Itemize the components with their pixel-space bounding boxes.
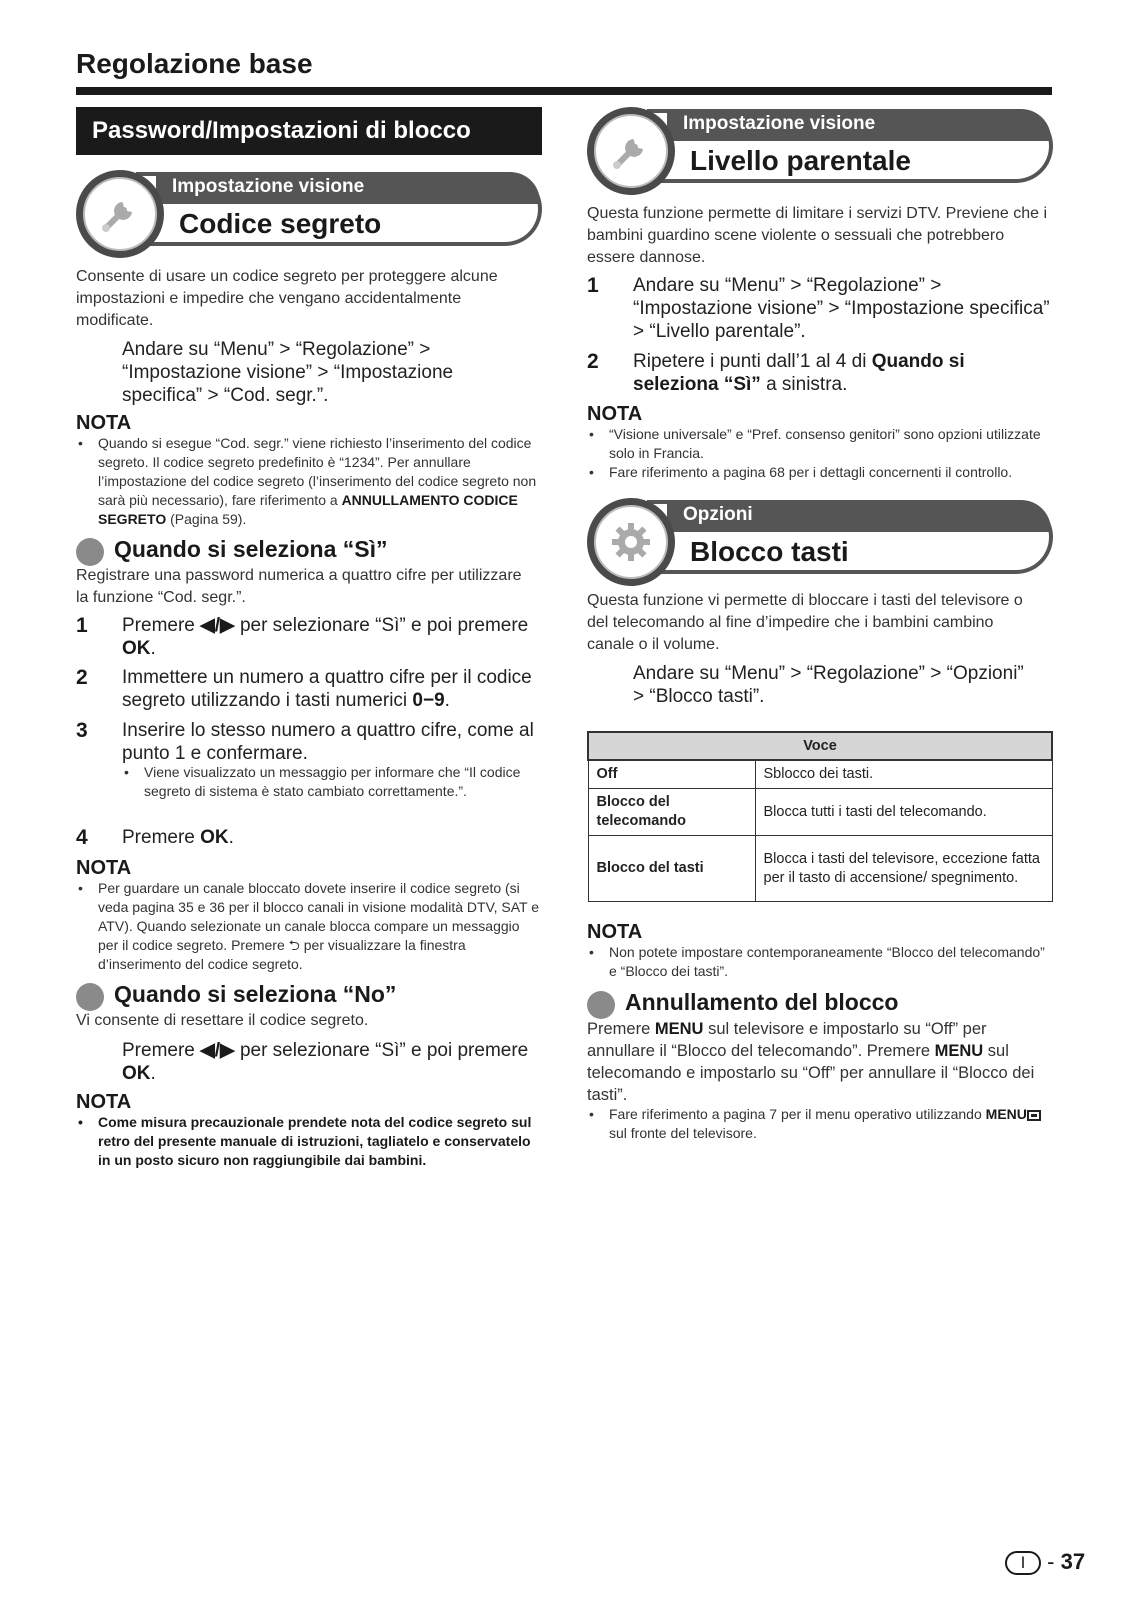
nota-item: • Non potete impostare contemporaneamente “Blocco del telecomando” e “Blocco dei tasti”. — [589, 944, 1045, 979]
banner-codice-segreto — [76, 170, 542, 258]
nota-label: NOTA — [76, 412, 132, 434]
intro-text: Questa funzione vi permette di bloccare i tasti del televisore o del telecomando al fine d’impedire che i bambini cambino canale o il volume. — [587, 592, 1023, 653]
nota-label: NOTA — [76, 1091, 132, 1113]
gear-icon — [605, 516, 657, 568]
banner-livello-parentale — [587, 107, 1053, 195]
nota-label: NOTA — [587, 403, 643, 425]
wrench-icon — [605, 125, 657, 177]
heading-bullet-icon — [76, 983, 104, 1011]
wrench-icon — [94, 188, 146, 240]
menu-path: Andare su “Menu” > “Regolazione” > “Opzioni” > “Blocco tasti”. — [633, 663, 1024, 707]
banner-icon-circle — [587, 498, 675, 586]
table-key: Off — [588, 760, 755, 789]
page-number: I - 37 — [1005, 1549, 1085, 1575]
nota-label: NOTA — [587, 921, 643, 943]
nota-item: • Per guardare un canale bloccato dovete inserire il codice segreto (si veda pagina 35 e 36 per il blocco canali in visione modalità DTV, SAT e ATV). Quando selezionate un canale blocca compare un messaggio per il codice segreto. Premere ⮌ per visualizzare la finestra d’inserimento del codice segreto. — [78, 880, 540, 972]
language-badge: I — [1005, 1551, 1041, 1575]
table-value: Blocca i tasti del televisore, eccezione fatta per il tasto di accensione/ spegnimento. — [755, 836, 1052, 902]
table-key: Blocco del telecomando — [588, 789, 755, 836]
nota-item: • Come misura precauzionale prendete nota del codice segreto sul retro del presente manuale di istruzioni, tagliatelo e conservatelo in un posto sicuro non raggiungibile dai bambini. — [78, 1114, 532, 1168]
step-2: 2 Ripetere i punti dall’1 al 4 di Quando si seleziona “Sì” a sinistra. — [587, 350, 965, 395]
intro-text: Questa funzione permette di limitare i servizi DTV. Previene che i bambini guardino scene violente o sessuali che potrebbero essere dannose. — [587, 205, 1048, 266]
no-instruction: Premere ◀/▶ per selezionare “Sì” e poi premere OK. — [122, 1040, 529, 1084]
banner-title: Codice segreto — [179, 208, 382, 239]
heading-bullet-icon — [587, 991, 615, 1019]
intro-text: Consente di usare un codice segreto per proteggere alcune impostazioni e impedire che vengano accidentalmente modificate. — [76, 268, 498, 329]
si-intro: Registrare una password numerica a quattro cifre per utilizzare la funzione “Cod. segr.”. — [76, 567, 522, 606]
step-1: 1 Andare su “Menu” > “Regolazione” > “Impostazione visione” > “Impostazione specifica” > “Livello parentale”. — [587, 274, 1050, 342]
no-intro: Vi consente di resettare il codice segreto. — [76, 1012, 369, 1029]
return-icon: ⮌ — [288, 937, 300, 953]
table-value: Blocca tutti i tasti del telecomando. — [755, 789, 1052, 836]
menu-path: Andare su “Menu” > “Regolazione” > “Impostazione visione” > “Impostazione specifica” > “Cod. segr.”. — [122, 339, 454, 406]
annul-note: • Fare riferimento a pagina 7 per il menu operativo utilizzando MENU sul fronte del televisore. — [587, 1105, 1053, 1143]
table-row — [588, 836, 1052, 902]
step-1: 1 Premere ◀/▶ per selezionare “Sì” e poi premere OK. — [76, 614, 529, 659]
menu-key-icon — [1027, 1110, 1041, 1121]
nota-item: • “Visione universale” e “Pref. consenso genitori” sono opzioni utilizzate solo in Francia. — [589, 426, 1041, 461]
table-row — [588, 760, 1052, 789]
nota-label: NOTA — [76, 857, 132, 879]
voce-table — [587, 731, 1053, 902]
table-header: Voce — [588, 732, 1052, 760]
heading-bullet-icon — [76, 538, 104, 566]
page-title: Regolazione base — [76, 48, 313, 79]
step-4: 4 Premere OK. — [76, 826, 234, 849]
step-3-note: • Viene visualizzato un messaggio per informare che “Il codice segreto di sistema è stato cambiato correttamente.”. — [124, 764, 521, 799]
annul-text: Premere MENU sul televisore e impostarlo su “Off” per annullare il “Blocco del telecomando”. Premere MENU sul telecomando e impostarlo su “Off” per annullare il “Blocco dei tasti”. — [587, 1020, 1035, 1104]
section-header: Password/Impostazioni di blocco — [76, 107, 542, 155]
table-key: Blocco del tasti — [588, 836, 755, 902]
banner-category: Impostazione visione — [156, 172, 540, 204]
banner-title: Blocco tasti — [690, 536, 849, 567]
banner-category: Opzioni — [667, 500, 1051, 532]
table-row — [588, 789, 1052, 836]
banner-category: Impostazione visione — [667, 109, 1051, 141]
step-3: 3 Inserire lo stesso numero a quattro cifre, come al punto 1 e confermare. — [76, 719, 534, 764]
nota-item: • Fare riferimento a pagina 68 per i dettagli concernenti il controllo. — [589, 464, 1013, 480]
banner-blocco-tasti — [587, 498, 1053, 586]
heading-quando-si: Quando si seleziona “Sì” — [76, 536, 388, 563]
heading-quando-no: Quando si seleziona “No” — [76, 981, 396, 1008]
nota-item: • Quando si esegue “Cod. segr.” viene richiesto l’inserimento del codice segreto. Il codice segreto predefinito è “1234”. Per annullare l’impostazione del codice segreto (l’inserimento del codice segreto non sarà più necessario), fare riferimento a ANNULLAMENTO CODICE SEGRETO (Pagina 59). — [78, 435, 537, 527]
heading-annullamento: Annullamento del blocco — [587, 989, 898, 1016]
table-value: Sblocco dei tasti. — [755, 760, 1052, 789]
title-rule — [76, 87, 1052, 95]
banner-icon-circle — [587, 107, 675, 195]
step-2: 2 Immettere un numero a quattro cifre per il codice segreto utilizzando i tasti numerici 0−9. — [76, 666, 532, 711]
banner-icon-circle — [76, 170, 164, 258]
banner-title: Livello parentale — [690, 145, 911, 176]
